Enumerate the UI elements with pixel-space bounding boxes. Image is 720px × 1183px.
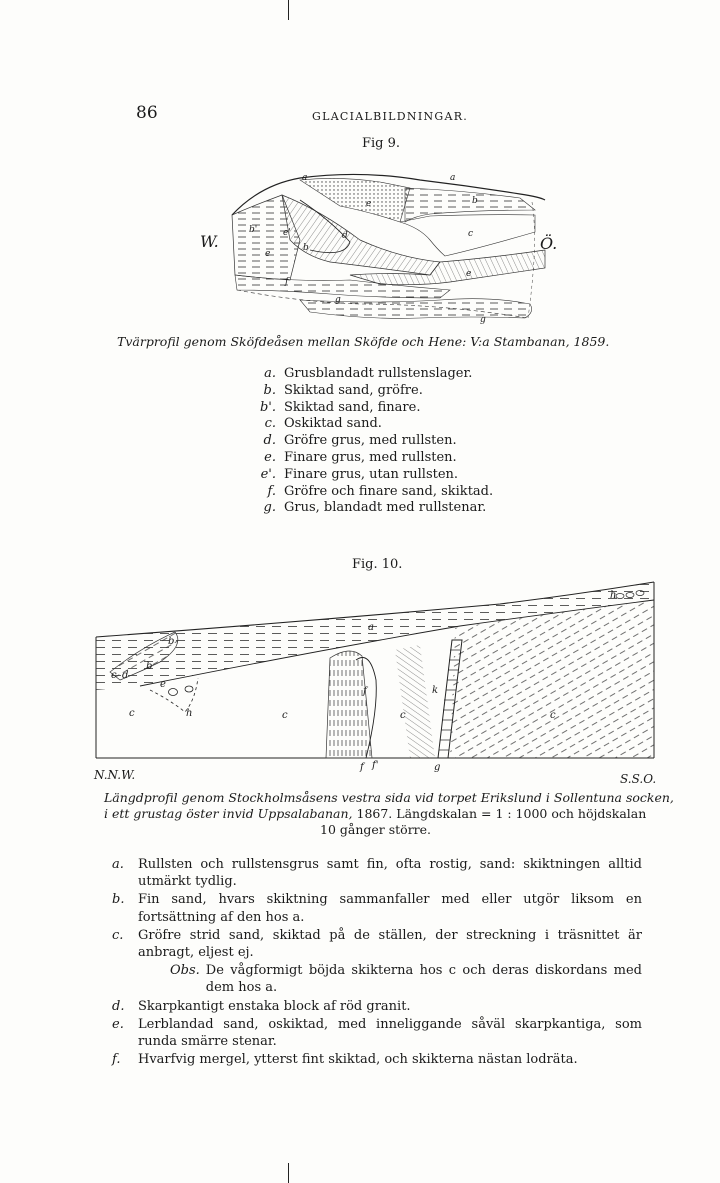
figure-10-caption-line-2: i ett grustag öster invid Uppsalabanan, 1867. Längdskalan = 1 : 1000 och höjdskalan — [104, 806, 647, 821]
figure-9-letter: f — [285, 277, 289, 287]
figure-9-letter: b — [303, 243, 309, 253]
figure-9-letter: g — [335, 295, 341, 305]
figure-10-letter: g — [434, 762, 441, 773]
scan-edge-bottom — [288, 1163, 289, 1183]
legend-item: b. Fin sand, hvars skiktning sammanfaller med eller utgör liksom en fortsättning af den hos a. — [112, 892, 642, 925]
legend-row: c. Oskiktad sand. — [264, 416, 382, 432]
legend-row: d. Gröfre grus, med rullsten. — [263, 433, 457, 449]
legend-row: g. Grus, blandadt med rullstenar. — [263, 500, 487, 516]
legend-item: d. Skarpkantigt enstaka block af röd granit. — [112, 998, 411, 1014]
figure-10-letter: c — [129, 708, 135, 719]
figure-9-compass-east: Ö. — [540, 234, 558, 253]
figure-10-letter: b — [168, 636, 175, 647]
figure-10-letter: f — [363, 686, 367, 697]
figure-10-letter: b — [146, 661, 153, 672]
legend-item: f. Hvarfvig mergel, ytterst fint skiktad, och skikterna nästan lodräta. — [112, 1052, 578, 1068]
figure-9-letter: d — [342, 231, 348, 241]
running-title: GLACIALBILDNINGAR. — [312, 110, 469, 123]
figure-10-letter: c — [111, 670, 117, 681]
legend-row: f. Gröfre och finare sand, skiktad. — [267, 483, 494, 499]
figure-9-caption: Tvärprofil genom Sköfdeåsen mellan Sköfde och Hene: V:a Stambanan, 1859. — [117, 334, 610, 349]
figure-10-compass-right: S.S.O. — [620, 772, 657, 786]
figure-10-letter: f' — [372, 760, 379, 771]
figure-9-letter: e — [466, 269, 472, 279]
figure-10-letter: f — [360, 762, 364, 773]
legend-item: c. Gröfre strid sand, skiktad på de ställen, der streckning i träsnittet är anbragt, eljest ej. — [112, 927, 642, 961]
figure-9-letter: b' — [249, 225, 258, 235]
figure-9-letter: e — [366, 199, 372, 209]
figure-9-label: Fig 9. — [362, 136, 401, 151]
legend-item: a. Rullsten och rullstensgrus samt fin, ofta rostig, sand: skiktningen alltid utmärkt tydlig. — [112, 857, 642, 890]
figure-9-letter: a — [450, 173, 456, 183]
figure-10-caption-line-1: Längdprofil genom Stockholmsåsens vestra sida vid torpet Erikslund i Sollentuna socken, — [104, 790, 674, 805]
figure-10-label: Fig. 10. — [352, 557, 403, 572]
figure-10-caption-line-3: 10 gånger större. — [320, 822, 432, 837]
figure-10-letter: h — [610, 590, 617, 601]
figure-10-letter: d — [122, 670, 129, 681]
figure-10-compass-left: N.N.W. — [94, 768, 136, 782]
figure-10-letter: e — [160, 679, 166, 690]
figure-9-letter: b — [472, 196, 478, 206]
figure-10-letter: a — [368, 622, 374, 633]
figure-10-legend — [112, 856, 642, 1069]
figure-10-letter: k — [432, 685, 439, 696]
figure-9-letter: c — [468, 229, 474, 239]
legend-row: b'. Skiktad sand, finare. — [259, 399, 421, 415]
legend-obs-note: Obs. De vågformigt böjda skikterna hos c och deras diskordans med dem hos a. — [170, 963, 642, 996]
figure-9-compass-west: W. — [200, 232, 219, 251]
legend-item: e. Lerblandad sand, oskiktad, med inneliggande såväl skarpkantiga, som runda smärre stenar. — [112, 1016, 642, 1050]
figure-10-letter: h — [186, 708, 193, 719]
figure-10-letter: c — [400, 710, 406, 721]
figure-10-letter: c — [550, 710, 556, 721]
legend-row: b. Skiktad sand, gröfre. — [263, 382, 423, 398]
figure-9-letter: g — [480, 315, 486, 325]
legend-row: a. Grusblandadt rullstenslager. — [264, 366, 473, 381]
legend-row: e'. Finare grus, utan rullsten. — [260, 466, 459, 482]
legend-row: e. Finare grus, med rullsten. — [264, 449, 457, 465]
figure-9-letter: e' — [283, 228, 291, 238]
figure-9-letter: e — [265, 249, 271, 259]
page-number: 86 — [136, 103, 158, 123]
figure-9-letter: a — [302, 173, 308, 183]
figure-10-letter: c — [282, 710, 288, 721]
